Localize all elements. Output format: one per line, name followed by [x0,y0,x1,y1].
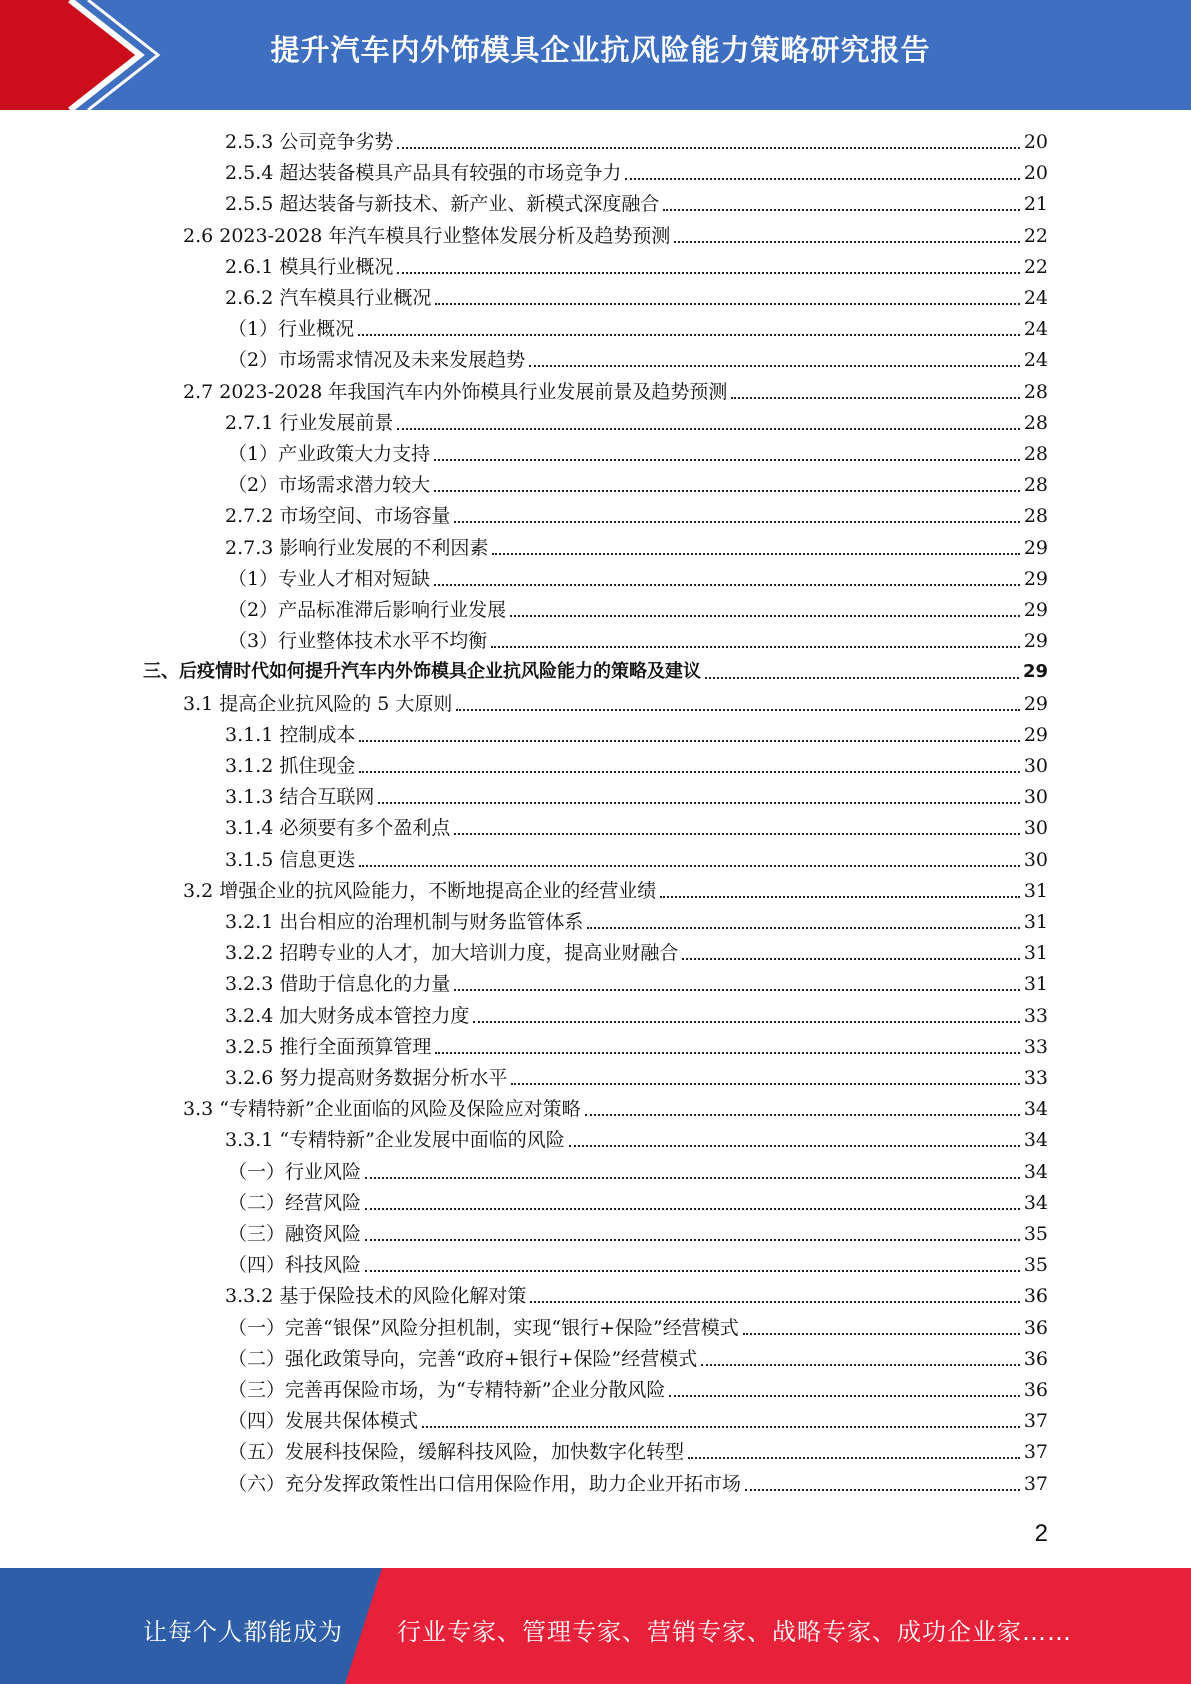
toc-entry-page: 29 [1023,630,1048,653]
toc-leader-dots [365,1208,1020,1210]
toc-entry[interactable] [225,128,1048,156]
toc-entry-label: 3.2.1 出台相应的治理机制与财务监管体系 [225,911,584,933]
toc-entry-label: 2.7.1 行业发展前景 [225,411,394,434]
toc-entry[interactable] [183,877,1048,905]
toc-entry-label: 2.5.5 超达装备与新技术、新产业、新模式深度融合 [225,193,660,216]
toc-entry-page: 31 [1023,973,1048,996]
toc-leader-dots [529,365,1020,367]
toc-entry[interactable] [228,440,1048,468]
toc-entry-label: （四）科技风险 [228,1254,362,1277]
toc-entry-label: 三、后疫情时代如何提升汽车内外饰模具企业抗风险能力的策略及建议 [143,661,701,683]
toc-leader-dots [397,428,1019,430]
toc-entry-page: 21 [1023,193,1048,216]
footer-slogan-right: 行业专家、管理专家、营销专家、战略专家、成功企业家…… [397,1618,1072,1646]
toc-entry-page: 33 [1023,1067,1048,1089]
toc-entry-label: 3.2 增强企业的抗风险能力，不断地提高企业的经营业绩 [183,879,657,902]
footer-slogan-left: 让每个人都能成为 [143,1618,343,1646]
toc-entry-label: （1）专业人才相对短缺 [228,567,431,590]
toc-leader-dots [365,1177,1020,1179]
toc-entry-page: 34 [1023,1098,1048,1121]
toc-leader-dots [397,147,1019,149]
toc-entry[interactable] [225,534,1048,562]
toc-entry[interactable] [225,939,1048,967]
toc-entry-label: 3.2.5 推行全面预算管理 [225,1035,432,1058]
toc-entry[interactable] [225,1126,1048,1154]
toc-entry[interactable] [225,783,1048,811]
toc-entry[interactable] [225,1064,1048,1092]
toc-entry-label: 3.1.3 结合互联网 [225,786,375,809]
toc-entry-page: 30 [1023,848,1048,871]
toc-entry-label: （三）融资风险 [228,1223,362,1245]
toc-entry-label: 3.1.1 控制成本 [225,723,356,746]
toc-leader-dots [397,272,1019,274]
toc-entry-label: 2.6.2 汽车模具行业概况 [225,287,432,309]
toc-entry-label: （六）充分发挥政策性出口信用保险作用，助力企业开拓市场 [228,1472,742,1495]
toc-entry-label: 2.5.3 公司竞争劣势 [225,131,394,153]
toc-leader-dots [731,397,1019,399]
toc-entry-page: 34 [1023,1129,1048,1152]
toc-leader-dots [625,178,1019,180]
toc-entry-page: 36 [1023,1285,1048,1308]
toc-entry-page: 37 [1023,1410,1048,1433]
toc-entry-label: 3.2.4 加大财务成本管控力度 [225,1004,470,1027]
report-title: 提升汽车内外饰模具企业抗风险能力策略研究报告 [270,33,931,67]
toc-entry-label: （一）行业风险 [228,1160,362,1183]
toc-entry-page: 37 [1023,1472,1048,1495]
toc-leader-dots [585,1114,1020,1116]
toc-leader-dots [422,1426,1020,1428]
toc-entry[interactable] [225,721,1048,749]
toc-entry-page: 29 [1023,723,1048,746]
toc-entry-label: （五）发展科技保险，缓解科技风险，加快数字化转型 [228,1441,685,1464]
toc-entry-page: 36 [1023,1379,1048,1401]
toc-entry-page: 35 [1023,1254,1048,1277]
toc-entry-page: 29 [1023,567,1048,590]
toc-leader-dots [491,646,1020,648]
toc-leader-dots [434,584,1020,586]
toc-leader-dots [669,1395,1019,1397]
toc-entry-label: （二）经营风险 [228,1191,362,1214]
toc-entry-label: 3.1 提高企业抗风险的 5 大原则 [183,692,453,715]
toc-entry[interactable] [225,752,1048,780]
toc-entry-label: （1）产业政策大力支持 [228,443,431,465]
toc-entry-page: 29 [1023,536,1048,559]
toc-leader-dots [435,303,1019,305]
toc-leader-dots [587,927,1019,929]
toc-entry-page: 24 [1023,318,1048,341]
toc-entry-page: 22 [1023,224,1048,247]
toc-entry-page: 28 [1023,380,1048,403]
toc-entry-page: 33 [1023,1035,1048,1058]
toc-leader-dots [456,709,1019,711]
toc-entry-label: 3.1.2 抓住现金 [225,755,356,777]
toc-entry-label: 3.1.5 信息更迭 [225,848,356,871]
toc-entry-label: 2.7 2023-2028 年我国汽车内外饰模具行业发展前景及趋势预测 [183,380,728,403]
toc-leader-dots [682,958,1019,960]
toc-entry-page: 30 [1023,786,1048,809]
toc-entry-page: 24 [1023,349,1048,372]
toc-entry[interactable] [228,471,1048,499]
toc-entry-page: 20 [1023,131,1048,153]
toc-entry-label: （3）行业整体技术水平不均衡 [228,630,488,653]
toc-entry-label: （三）完善再保险市场，为“专精特新”企业分散风险 [228,1379,666,1401]
toc-entry[interactable] [228,1376,1048,1404]
toc-entry[interactable] [228,1251,1048,1279]
toc-leader-dots [688,1457,1020,1459]
toc-leader-dots [511,1083,1019,1085]
toc-entry-page: 29 [1023,599,1048,621]
toc-entry-label: 3.2.3 借助于信息化的力量 [225,973,451,996]
page-footer [0,1568,1191,1684]
toc-leader-dots [359,865,1019,867]
toc-entry-label: （二）强化政策导向，完善“政府+银行+保险”经营模式 [228,1347,698,1370]
toc-entry[interactable] [225,908,1048,936]
toc-entry[interactable] [228,1158,1048,1186]
toc-leader-dots [674,241,1019,243]
toc-entry-page: 34 [1023,1160,1048,1183]
toc-entry[interactable] [228,1220,1048,1248]
toc-entry-page: 28 [1023,505,1048,528]
toc-leader-dots [492,553,1019,555]
toc-entry[interactable] [228,1314,1048,1342]
toc-entry[interactable] [228,315,1048,343]
toc-entry-label: （1）行业概况 [228,318,355,341]
toc-entry-label: 3.3.1 “专精特新”企业发展中面临的风险 [225,1129,565,1152]
toc-entry[interactable] [183,1095,1048,1123]
toc-entry-page: 24 [1023,287,1048,309]
toc-entry-page: 31 [1023,879,1048,902]
toc-entry[interactable] [225,814,1048,842]
toc-leader-dots [569,1145,1020,1147]
toc-leader-dots [454,833,1019,835]
toc-entry-page: 22 [1023,255,1048,278]
toc-entry-label: 3.2.6 努力提高财务数据分析水平 [225,1067,508,1089]
toc-entry[interactable] [228,596,1048,624]
toc-entry-label: 2.5.4 超达装备模具产品具有较强的市场竞争力 [225,162,622,185]
toc-entry-label: （2）市场需求潜力较大 [228,474,431,497]
toc-leader-dots [434,459,1020,461]
toc-entry-label: 2.6 2023-2028 年汽车模具行业整体发展分析及趋势预测 [183,224,671,247]
toc-leader-dots [701,1364,1020,1366]
toc-entry-label: 2.7.2 市场空间、市场容量 [225,505,451,528]
toc-leader-dots [743,1333,1020,1335]
toc-entry-page: 29 [1022,661,1048,683]
toc-entry[interactable] [228,1438,1048,1466]
toc-entry[interactable] [225,970,1048,998]
toc-leader-dots [454,989,1019,991]
toc-leader-dots [434,490,1020,492]
toc-leader-dots [663,209,1019,211]
toc-entry-page: 30 [1023,755,1048,777]
toc-entry[interactable] [225,190,1048,218]
toc-entry-label: 3.3.2 基于保险技术的风险化解对策 [225,1285,527,1308]
toc-entry[interactable] [143,658,1048,686]
toc-entry[interactable] [183,690,1048,718]
toc-entry-page: 33 [1023,1004,1048,1027]
toc-leader-dots [365,1270,1020,1272]
page-number: 2 [1034,1520,1048,1547]
toc-leader-dots [365,1239,1020,1241]
toc-entry[interactable] [225,284,1048,312]
toc-entry[interactable] [228,1407,1048,1435]
toc-entry-page: 34 [1023,1191,1048,1214]
toc-entry-label: 3.1.4 必须要有多个盈利点 [225,817,451,840]
toc-entry-page: 36 [1023,1316,1048,1339]
toc-entry-label: 2.7.3 影响行业发展的不利因素 [225,536,489,559]
toc-leader-dots [359,771,1019,773]
toc-entry-label: （一）完善“银保”风险分担机制，实现“银行+保险”经营模式 [228,1316,739,1339]
toc-entry[interactable] [183,378,1048,406]
toc-leader-dots [359,740,1019,742]
toc-entry[interactable] [228,346,1048,374]
toc-entry[interactable] [225,846,1048,874]
toc-leader-dots [510,615,1020,617]
page-header [0,0,1191,110]
toc-entry-page: 31 [1023,942,1048,965]
toc-leader-dots [660,896,1020,898]
toc-entry-page: 31 [1023,911,1048,933]
toc-entry-label: 3.2.2 招聘专业的人才，加大培训力度，提高业财融合 [225,942,679,965]
toc-entry[interactable] [228,627,1048,655]
toc-entry[interactable] [225,253,1048,281]
toc-entry[interactable] [183,222,1048,250]
toc-entry-label: 3.3 “专精特新”企业面临的风险及保险应对策略 [183,1098,581,1121]
toc-entry-label: （2）市场需求情况及未来发展趋势 [228,349,526,372]
toc-entry[interactable] [225,1033,1048,1061]
toc-leader-dots [473,1021,1019,1023]
toc-entry[interactable] [228,1189,1048,1217]
toc-entry-page: 36 [1023,1347,1048,1370]
toc-entry[interactable] [225,502,1048,530]
toc-leader-dots [745,1489,1020,1491]
toc-entry[interactable] [228,1470,1048,1498]
toc-entry-page: 28 [1023,411,1048,434]
toc-entry[interactable] [225,1002,1048,1030]
toc-entry[interactable] [228,565,1048,593]
toc-entry-page: 28 [1023,443,1048,465]
toc-entry[interactable] [225,409,1048,437]
toc-leader-dots [530,1301,1019,1303]
toc-leader-dots [454,521,1019,523]
toc-leader-dots [705,677,1019,679]
toc-entry-page: 35 [1023,1223,1048,1245]
toc-entry-page: 20 [1023,162,1048,185]
toc-leader-dots [435,1052,1019,1054]
toc-entry[interactable] [225,159,1048,187]
toc-entry-page: 30 [1023,817,1048,840]
toc-entry-label: 2.6.1 模具行业概况 [225,255,394,278]
toc-leader-dots [378,802,1019,804]
toc-entry-label: （2）产品标准滞后影响行业发展 [228,599,507,621]
toc-entry-page: 37 [1023,1441,1048,1464]
toc-entry-label: （四）发展共保体模式 [228,1410,419,1433]
toc-entry-page: 29 [1023,692,1048,715]
toc-leader-dots [358,334,1020,336]
toc-entry-page: 28 [1023,474,1048,497]
toc-entry[interactable] [228,1345,1048,1373]
toc-entry[interactable] [225,1282,1048,1310]
